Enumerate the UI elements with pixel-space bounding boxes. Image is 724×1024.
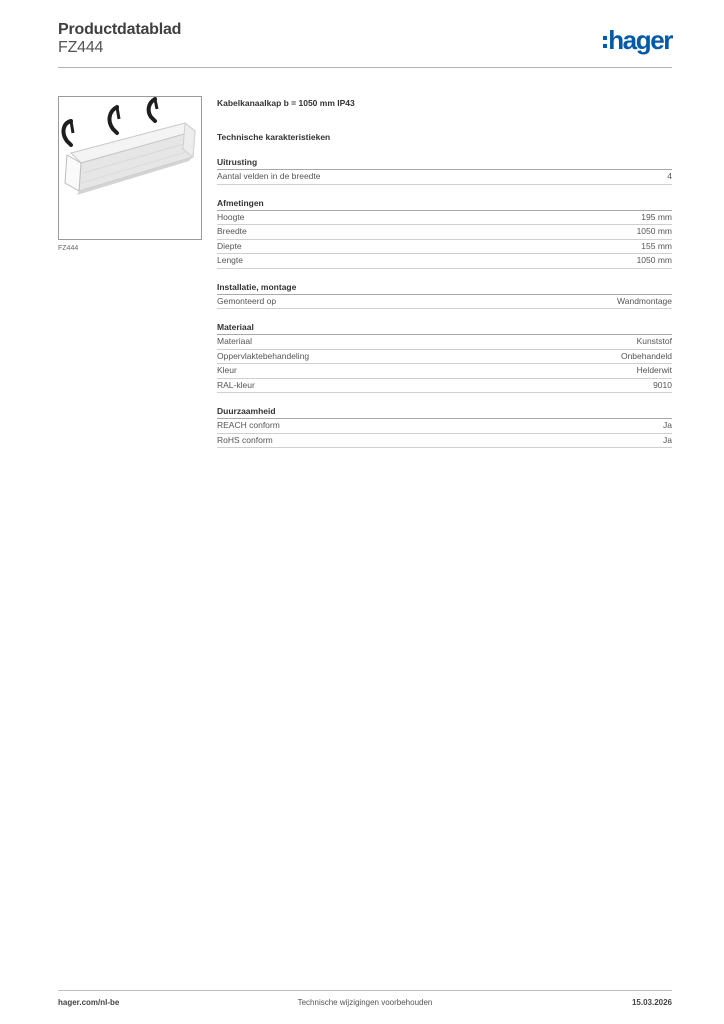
product-image	[58, 96, 202, 240]
section-title: Uitrusting	[217, 156, 672, 170]
logo-text: hager	[608, 25, 672, 55]
section-title: Duurzaamheid	[217, 405, 672, 419]
spec-row	[217, 419, 672, 434]
spec-value: 1050 mm	[636, 226, 672, 236]
spec-label: Breedte	[217, 226, 247, 236]
spec-row	[217, 225, 672, 240]
spec-row	[217, 295, 672, 310]
spec-value: Onbehandeld	[620, 350, 672, 361]
footer-date: 15.03.2026	[631, 998, 672, 1007]
spec-section	[217, 321, 672, 393]
spec-value: Kunststof	[636, 336, 672, 346]
spec-value: Ja	[663, 420, 672, 430]
spec-label: Oppervlaktebehandeling	[217, 350, 310, 361]
spec-value: Helderwit	[636, 365, 672, 375]
image-caption: FZ444	[58, 245, 79, 252]
spec-label: Aantal velden in de breedte	[217, 171, 321, 181]
spec-value: 9010	[653, 379, 672, 390]
section-title: Materiaal	[217, 321, 672, 335]
hager-logo	[603, 27, 672, 53]
spec-label: Diepte	[217, 240, 242, 251]
spec-label: Gemonteerd op	[217, 295, 277, 306]
spec-value: 1050 mm	[636, 255, 672, 265]
spec-row	[217, 240, 672, 255]
spec-label: Lengte	[217, 255, 243, 265]
spec-label: RoHS conform	[217, 434, 273, 445]
spec-row	[217, 350, 672, 365]
spec-label: RAL-kleur	[217, 379, 255, 390]
spec-section	[217, 197, 672, 269]
spec-row	[217, 211, 672, 226]
spec-row	[217, 335, 672, 350]
product-specs	[217, 96, 672, 448]
spec-section	[217, 405, 672, 448]
section-title: Afmetingen	[217, 197, 672, 211]
product-code: FZ444	[58, 39, 104, 56]
logo-dots-icon	[603, 36, 607, 48]
spec-value: 195 mm	[641, 211, 672, 222]
page-header	[58, 20, 672, 68]
spec-value: Wandmontage	[617, 295, 672, 306]
spec-value: 155 mm	[641, 240, 672, 251]
spec-row	[217, 254, 672, 269]
header-divider	[58, 67, 672, 68]
spec-label: Kleur	[217, 365, 237, 375]
tech-characteristics-heading: Technische karakteristieken	[217, 132, 331, 142]
spec-row	[217, 379, 672, 394]
footer-note: Technische wijzigingen voorbehouden	[297, 998, 433, 1007]
section-title: Installatie, montage	[217, 281, 672, 295]
spec-row	[217, 434, 672, 449]
spec-label: Hoogte	[217, 211, 245, 222]
spec-label: REACH conform	[217, 420, 280, 430]
spec-section	[217, 156, 672, 185]
product-name: Kabelkanaalkap b = 1050 mm IP43	[217, 98, 355, 108]
spec-value: Ja	[663, 434, 672, 445]
page-title: Productdatablad	[58, 21, 182, 38]
spec-sections	[217, 156, 672, 448]
spec-section	[217, 281, 672, 310]
spec-value: 4	[667, 171, 672, 181]
spec-row	[217, 170, 672, 185]
cable-duct-cover-icon	[59, 97, 201, 239]
footer-divider	[58, 990, 672, 991]
spec-label: Materiaal	[217, 336, 252, 346]
spec-row	[217, 364, 672, 379]
footer-url[interactable]: hager.com/nl-be	[58, 998, 120, 1007]
